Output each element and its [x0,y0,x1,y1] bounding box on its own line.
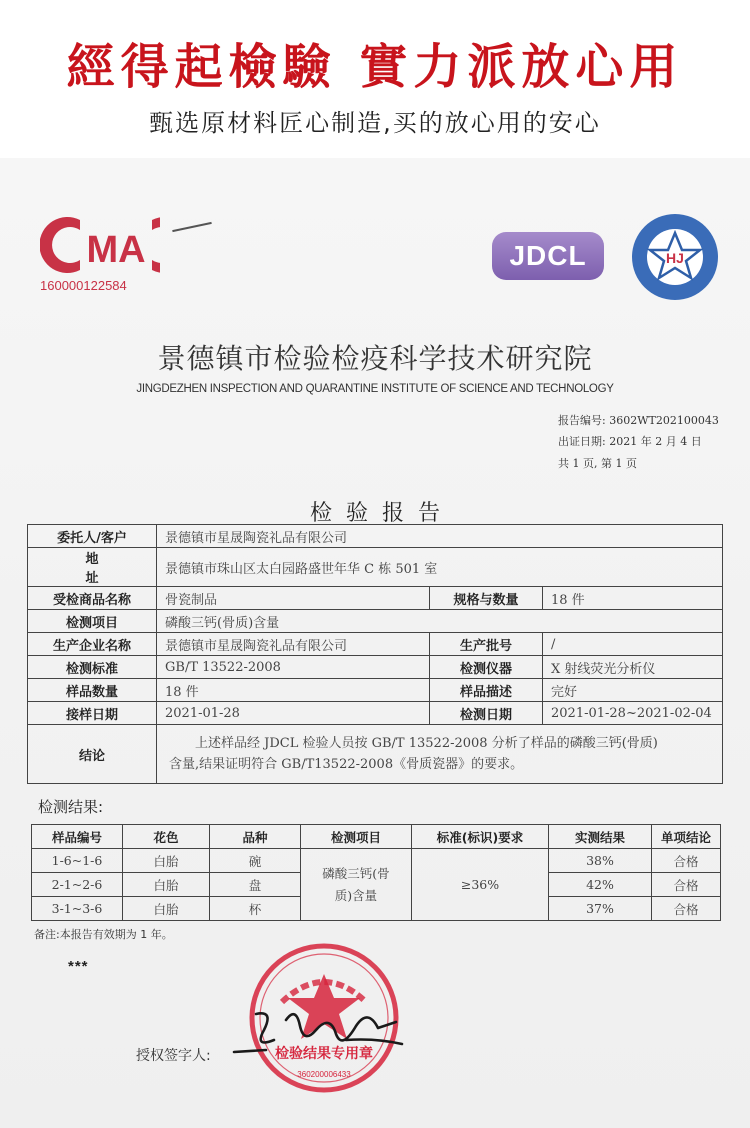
sample-pattern: 白胎 [123,849,210,873]
table-row [32,849,721,873]
test-item-line-1: 磷酸三钙(骨 [322,865,390,881]
ma-logo-mark [40,214,160,276]
info-row [28,702,723,725]
results-table [31,824,721,921]
spec-value: 18 件 [543,587,723,610]
institute-name-en: JINGDEZHEN INSPECTION AND QUARANTINE INSTITUTE OF SCIENCE AND TECHNOLOGY [136,383,614,395]
requirement-cell: ≥36% [412,849,549,921]
info-row [28,610,723,633]
product-label: 受检商品名称 [28,587,157,610]
col-result: 实测结果 [549,825,652,849]
sample-id: 3-1~3-6 [32,897,123,921]
info-row [28,633,723,656]
banner-headline: 經得起檢驗 實力派放心用 [66,39,684,95]
test-item-cell [301,849,412,921]
sample-desc-label: 样品描述 [430,679,543,702]
standard-value: GB/T 13522-2008 [157,656,430,679]
sample-kind: 盘 [210,873,301,897]
stamp-number: 360200006433 [297,1070,351,1079]
sample-result: 37% [549,897,652,921]
page-count: 共 1 页, 第 1 页 [558,457,637,470]
test-date-label: 检测日期 [430,702,543,725]
jdcl-logo-text: JDCL [509,240,587,271]
maker-value: 景德镇市星晟陶瓷礼品有限公司 [157,633,430,656]
sample-result: 42% [549,873,652,897]
sample-desc-value: 完好 [543,679,723,702]
test-item-line-2: 质)含量 [334,887,378,903]
institute-name-cn: 景德镇市检验检疫科学技术研究院 [157,342,593,375]
test-date-value: 2021-01-28~2021-02-04 [543,702,723,725]
col-pattern: 花色 [123,825,210,849]
issue-date-value: 2021 年 2 月 4 日 [609,435,702,448]
info-table [27,524,723,784]
batch-label: 生产批号 [430,633,543,656]
hj-seal-logo [630,212,720,302]
conclusion-line-1: 上述样品经 JDCL 检验人员按 GB/T 13522-2008 分析了样品的磷酸三钙(骨质) [195,736,658,751]
jdcl-logo [492,232,604,280]
sample-verdict: 合格 [652,873,721,897]
col-test-item: 检测项目 [301,825,412,849]
spec-label: 规格与数量 [430,587,543,610]
col-requirement: 标准(标识)要求 [412,825,549,849]
sample-kind: 碗 [210,849,301,873]
results-label: 检测结果: [38,798,104,816]
address-value: 景德镇市珠山区太白园路盛世年华 C 栋 501 室 [157,548,723,587]
sample-pattern: 白胎 [123,897,210,921]
report-number-label: 报告编号: [558,414,606,427]
info-row [28,725,723,784]
col-kind: 品种 [210,825,301,849]
issue-date-label: 出证日期: [558,435,606,448]
sample-verdict: 合格 [652,849,721,873]
info-row [28,587,723,610]
ma-logo [40,214,160,296]
sample-qty-value: 18 件 [157,679,430,702]
promo-banner [0,0,750,158]
col-verdict: 单项结论 [652,825,721,849]
info-row [28,679,723,702]
maker-label: 生产企业名称 [28,633,157,656]
sample-qty-label: 样品数量 [28,679,157,702]
test-item-value: 磷酸三钙(骨质)含量 [157,610,723,633]
standard-label: 检测标准 [28,656,157,679]
sample-result: 38% [549,849,652,873]
report-title: 检验报告 [309,501,454,526]
sample-kind: 杯 [210,897,301,921]
client-label: 委托人/客户 [28,525,157,548]
issue-date [558,433,702,449]
validity-note: 备注:本报告有效期为 1 年。 [34,928,173,941]
info-row [28,525,723,548]
client-value: 景德镇市星晟陶瓷礼品有限公司 [157,525,723,548]
batch-value: / [543,633,723,656]
results-header-row [32,825,721,849]
ma-logo-text: MA [86,229,146,271]
address-label: 地 址 [28,548,157,587]
sample-pattern: 白胎 [123,873,210,897]
instrument-label: 检测仪器 [430,656,543,679]
info-row [28,656,723,679]
test-item-label: 检测项目 [28,610,157,633]
stamp-text: 检验结果专用章 [275,1046,373,1062]
sample-verdict: 合格 [652,897,721,921]
conclusion-label: 结论 [28,725,157,784]
handwritten-signature [226,1000,416,1060]
report-number [558,412,719,428]
stars-mark: *** [68,958,89,975]
hj-seal-text: HJ [666,250,684,266]
col-sample-id: 样品编号 [32,825,123,849]
conclusion-text [157,725,723,784]
sampling-date-value: 2021-01-28 [157,702,430,725]
conclusion-line-2: 含量,结果证明符合 GB/T13522-2008《骨质瓷器》的要求。 [169,757,524,772]
info-row [28,548,723,587]
banner-subline: 甄选原材料匠心制造,买的放心用的安心 [149,109,601,137]
ma-number: 160000122584 [40,278,127,293]
sample-id: 2-1~2-6 [32,873,123,897]
report-number-value: 3602WT202100043 [609,414,719,427]
sampling-date-label: 接样日期 [28,702,157,725]
signer-label: 授权签字人: [136,1048,211,1064]
sample-id: 1-6~1-6 [32,849,123,873]
product-value: 骨瓷制品 [157,587,430,610]
instrument-value: X 射线荧光分析仪 [543,656,723,679]
